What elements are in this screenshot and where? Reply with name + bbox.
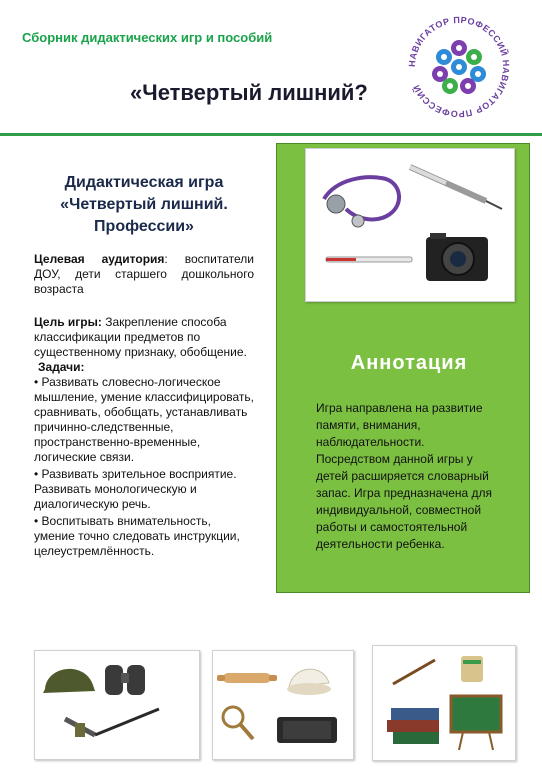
audience-label: Целевая аудитория [34, 252, 165, 266]
professions-photo-cook [212, 650, 354, 760]
game-title-line-3: Профессии» [94, 218, 194, 235]
professions-photo-medical [305, 148, 515, 302]
professions-photo-teacher [372, 645, 516, 761]
game-title [34, 172, 254, 238]
collection-title: Сборник дидактических игр и пособий [22, 30, 273, 45]
goal-paragraph [34, 315, 254, 360]
description-column [34, 172, 254, 565]
page-title: «Четвертый лишний? [130, 80, 368, 105]
professions-photo-military [34, 650, 200, 760]
game-title-line-2: «Четвертый лишний. [60, 196, 228, 213]
annotation-title: Аннотация [350, 352, 468, 374]
task-item: • Развивать словесно-логическое мышление, умение классифицировать, сравнивать, обобщать, устанавливать причинно-следственные, пространственно-временные, логические связи. [34, 375, 254, 464]
task-item: • Воспитывать внимательность, умение точно следовать инструкции, целеустремлённость. [34, 514, 240, 558]
tasks-label: Задачи: [38, 360, 85, 374]
annotation-line: Игра направлена на развитие памяти, внимания, наблюдательности. [316, 401, 483, 449]
tasks-heading [38, 360, 254, 375]
goal-label: Цель игры: [34, 315, 102, 329]
goal-text: Закрепление способа классификации предметов по существенному признаку, обобщение. [34, 315, 247, 359]
game-title-line-1: Дидактическая игра [64, 174, 224, 191]
audience-text: : воспитатели ДОУ, дети старшего дошкольного возраста [34, 252, 254, 296]
career-navigator-logo [404, 12, 514, 122]
task-item: • Развивать зрительное восприятие. Развивать монологическую и диалогическую речь. [34, 467, 237, 511]
audience-paragraph [34, 252, 254, 297]
annotation-line: Посредством данной игры у детей расширяется словарный запас. Игра предназначена для индивидуальной, совместной работы и самостоятельной деятельности ребенка. [316, 452, 493, 551]
annotation-text [316, 400, 504, 553]
header-divider [0, 133, 542, 136]
svg-text:НАВИГАТОР ПРОФЕССИЙ НАВИГАТОР: НАВИГАТОР ПРОФЕССИЙ НАВИГАТОР ПРОФЕССИЙ [406, 14, 512, 120]
